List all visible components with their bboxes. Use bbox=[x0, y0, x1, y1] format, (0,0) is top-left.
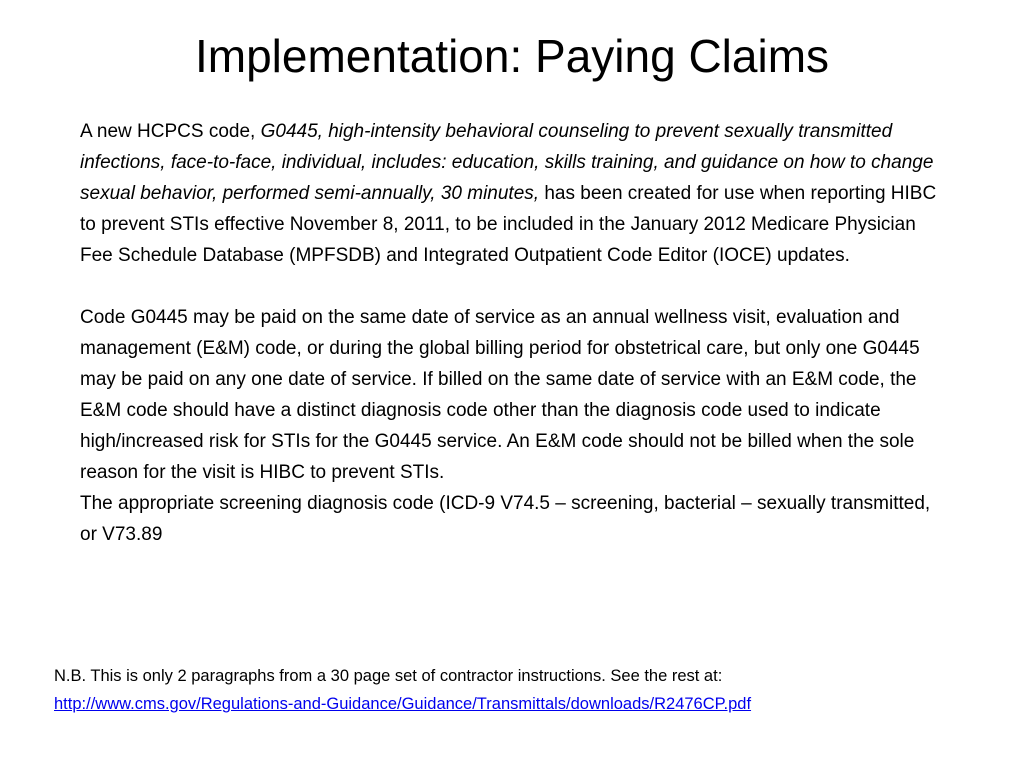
transmittal-link[interactable]: http://www.cms.gov/Regulations-and-Guidance/Guidance/Transmittals/downloads/R2476CP.pdf bbox=[54, 695, 752, 713]
paragraph-intro: A new HCPCS code, bbox=[80, 121, 261, 142]
paragraph-diagnosis-code: The appropriate screening diagnosis code (ICD-9 V74.5 – screening, bacterial – sexually transmitted, or V73.89 bbox=[80, 493, 931, 545]
body-text bbox=[80, 116, 950, 550]
paragraph-billing-rules: Code G0445 may be paid on the same date of service as an annual wellness visit, evaluation and management (E&M) code, or during the global billing period for obstetrical care, but only one G0445 may be paid on any one date of service. If billed on the same date of service with an E&M code, the E&M code should have a distinct diagnosis code other than the diagnosis code used to indicate high/increased risk for STIs for the G0445 service. An E&M code should not be billed when the sole reason for the visit is HIBC to prevent STIs. bbox=[80, 307, 920, 483]
paragraph-rest: has been created for use when reporting HIBC to prevent STIs effective November 8, 2011, to be included in the January 2012 Medicare Physician Fee Schedule Database (MPFSDB) and Integrated Outpatient Code Editor (IOCE) updates. bbox=[80, 183, 937, 266]
paragraph-hcpcs-code bbox=[80, 116, 950, 271]
footnote bbox=[54, 662, 1004, 718]
footnote-note: N.B. This is only 2 paragraphs from a 30 page set of contractor instructions. See the rest at: bbox=[54, 667, 723, 685]
paragraph-gap bbox=[80, 271, 950, 302]
code-description: G0445, high-intensity behavioral counseling to prevent sexually transmitted infections, face-to-face, individual, includes: education, skills training, and guidance on how to change sexual behavior, performed semi-annually, 30 minutes, bbox=[80, 121, 934, 204]
slide-title: Implementation: Paying Claims bbox=[194, 30, 830, 82]
